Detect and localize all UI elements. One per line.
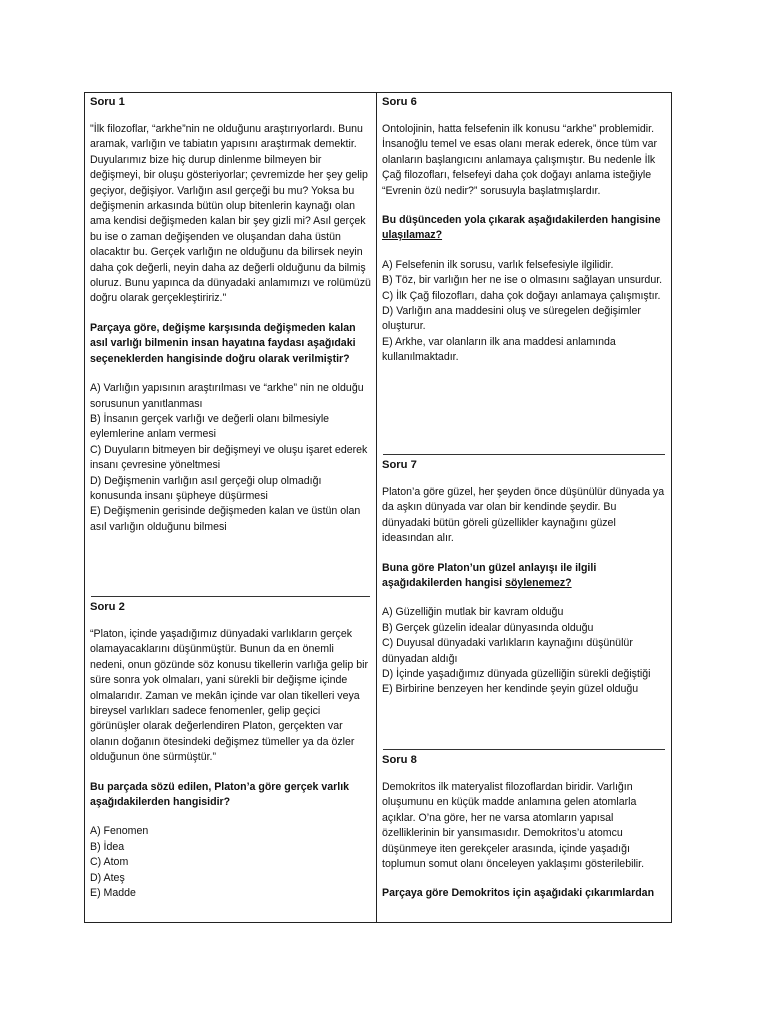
option-a[interactable]: A) Varlığın yapısının araştırılması ve “arkhe” nin ne olduğu sorusunun yanıtlanması: [90, 382, 364, 410]
question-prompt: Bu parçada sözü edilen, Platon’a göre gerçek varlık aşağıdakilerden hangisidir?: [90, 780, 350, 809]
option-d[interactable]: D) İçinde yaşadığımız dünyada güzelliğin sürekli değiştiği: [382, 668, 651, 681]
question-label: Soru 7: [382, 459, 417, 471]
right-column: [377, 93, 671, 922]
option-d[interactable]: D) Ateş: [90, 871, 125, 884]
question-label: Soru 8: [382, 754, 417, 766]
question-label: Soru 2: [90, 601, 125, 613]
option-d[interactable]: D) Varlığın ana maddesini oluş ve süregelen değişimler oluşturur.: [382, 305, 641, 333]
question-separator: [383, 749, 665, 750]
option-b[interactable]: B) İdea: [90, 840, 125, 853]
option-a[interactable]: A) Felsefenin ilk sorusu, varlık felsefesiyle ilgilidir.: [382, 258, 614, 271]
option-c[interactable]: C) Atom: [90, 856, 129, 869]
question-block-1: [85, 93, 376, 535]
answer-options: [382, 605, 666, 697]
question-block-6: [377, 93, 671, 366]
question-prompt-text: Buna göre Platon’un güzel anlayışı ile ilgili aşağıdakilerden hangisi: [382, 561, 597, 590]
question-passage: Platon’a göre güzel, her şeyden önce düşünülür dünyada ya da aşkın dünyada var olan bir kendinde şeydir. Bu dünyadaki bütün göreli güzellikler kaynağını güzel ideasından alır.: [382, 486, 665, 545]
question-block-2: [85, 598, 376, 902]
left-column: [85, 93, 376, 922]
option-c[interactable]: C) Duyuların bitmeyen bir değişmeyi ve oluşu işaret ederek insanı çevresine yöneltmesi: [90, 443, 368, 472]
option-e[interactable]: E) Değişmenin gerisinde değişmeden kalan ve üstün olan asıl varlığın olduğunu bilmesi: [90, 505, 361, 533]
option-c[interactable]: C) Duyusal dünyadaki varlıkların kaynağını düşünülür dünyadan aldığı: [382, 637, 633, 665]
question-prompt: Parçaya göre, değişme karşısında değişmeden kalan asıl varlığı bilmenin insan hayatına faydası aşağıdaki seçeneklerden hangisinde doğru olarak verilmiştir?: [90, 321, 356, 365]
question-block-7: [377, 456, 671, 698]
question-passage: Demokritos ilk materyalist filozoflardan biridir. Varlığın oluşumunu en küçük madde anlamına gelen atomlarla açıklar. O’na göre, her ne varsa atomların yapısal özelliklerinin bir yansımasıdır. Demokritos’u atomcu düşünmeye iten gerekçeler arasında, içinde yaşadığı toplumun somut olanı önceleyen yaklaşımı gösterilebilir.: [382, 781, 645, 871]
option-a[interactable]: A) Fenomen: [90, 825, 149, 838]
question-passage: Ontolojinin, hatta felsefenin ilk konusu “arkhe” problemidir. İnsanoğlu temel ve esas olanı merak ederek, önce tüm var olanların başlangıcını anlamaya çalışmıştır. Bu nedenle İlk Çağ filozofları, felsefeyi daha çok doğayı anlama isteğiyle “Evrenin özü nedir?” sorusuyla başlatmışlardır.: [382, 123, 657, 197]
option-e[interactable]: E) Birbirine benzeyen her kendinde şeyin güzel olduğu: [382, 683, 639, 696]
option-b[interactable]: B) Töz, bir varlığın her ne ise o olmasını sağlayan unsurdur.: [382, 274, 663, 287]
answer-options: [90, 824, 371, 901]
question-label: Soru 6: [382, 96, 417, 108]
option-e[interactable]: E) Arkhe, var olanların ilk ana maddesi anlamında kullanılmaktadır.: [382, 335, 616, 364]
question-prompt-text: Bu düşünceden yola çıkarak aşağıdakilerden hangisine: [382, 214, 661, 227]
question-prompt-emphasis: söylenemez?: [505, 577, 572, 590]
question-separator: [383, 454, 665, 455]
question-prompt: [382, 561, 666, 592]
question-passage: “Platon, içinde yaşadığımız dünyadaki varlıkların gerçek olamayacaklarını düşünmüştür. Bunun da en önemli nedeni, onun gözünde söz konusu tikellerin varlığa gelip bir süre sonra yok olmaları, yani sürekli bir değişme içinde olmalarıdır. Zaman ve mekân içinde var olan tikelleri veya bireysel varlıkları sadece fenomenler, gelip geçici görünüşler olarak değerlendiren Platon, gerçekten var olanın doğanın ötesindeki değişmez tümeller ya da özler olduğunun öne sürmüştür.”: [90, 628, 368, 764]
option-b[interactable]: B) Gerçek güzelin idealar dünyasında olduğu: [382, 621, 594, 634]
question-prompt-emphasis: ulaşılamaz?: [382, 229, 443, 242]
question-separator: [91, 596, 370, 597]
question-sheet: [84, 92, 672, 923]
option-b[interactable]: B) İnsanın gerçek varlığı ve değerli olanı bilmesiyle eylemlerine anlam vermesi: [90, 412, 330, 441]
answer-options: [90, 381, 371, 535]
question-passage: "İlk filozoflar, “arkhe”nin ne olduğunu araştırıyorlardı. Bunu aramak, varlığın ve tabiatın yapısını araştırmak demektir. Duyularımız bize hiç durup dinlenme bilmeyen bir değişmeyi, bir oluşu gösteriyorlar; çevremizde her şey gelip geçiyor, değişiyor. Varlığın asıl gerçeği bu mu? Yoksa bu değişmenin arkasında bütün olup bitenlerin kaynağı olan ama kendisi değişmeden kalan bir şey gizli mi? Asıl gerçek bu ise o zaman değişenden ve oluşandan daha üstün olacaktır bu. Gerçek varlığın ne olduğunu da bilirsek neyin daha çok değerli, neyin daha az değerli olduğunu da bilmiş oluruz. Bunu yapınca da dünyadaki anlamımızı ve rolümüzü doğru olarak gerçekleştiririz.": [90, 123, 371, 305]
question-label: Soru 1: [90, 96, 125, 108]
question-prompt: [382, 213, 666, 244]
question-prompt: Parçaya göre Demokritos için aşağıdaki çıkarımlardan: [382, 887, 655, 900]
answer-options: [382, 258, 666, 366]
option-e[interactable]: E) Madde: [90, 887, 136, 900]
question-block-8: [377, 751, 671, 902]
option-c[interactable]: C) İlk Çağ filozofları, daha çok doğayı anlamaya çalışmıştır.: [382, 289, 661, 302]
option-d[interactable]: D) Değişmenin varlığın asıl gerçeği olup olmadığı konusunda insanı şüpheye düşürmesi: [90, 474, 322, 502]
option-a[interactable]: A) Güzelliğin mutlak bir kavram olduğu: [382, 606, 564, 619]
